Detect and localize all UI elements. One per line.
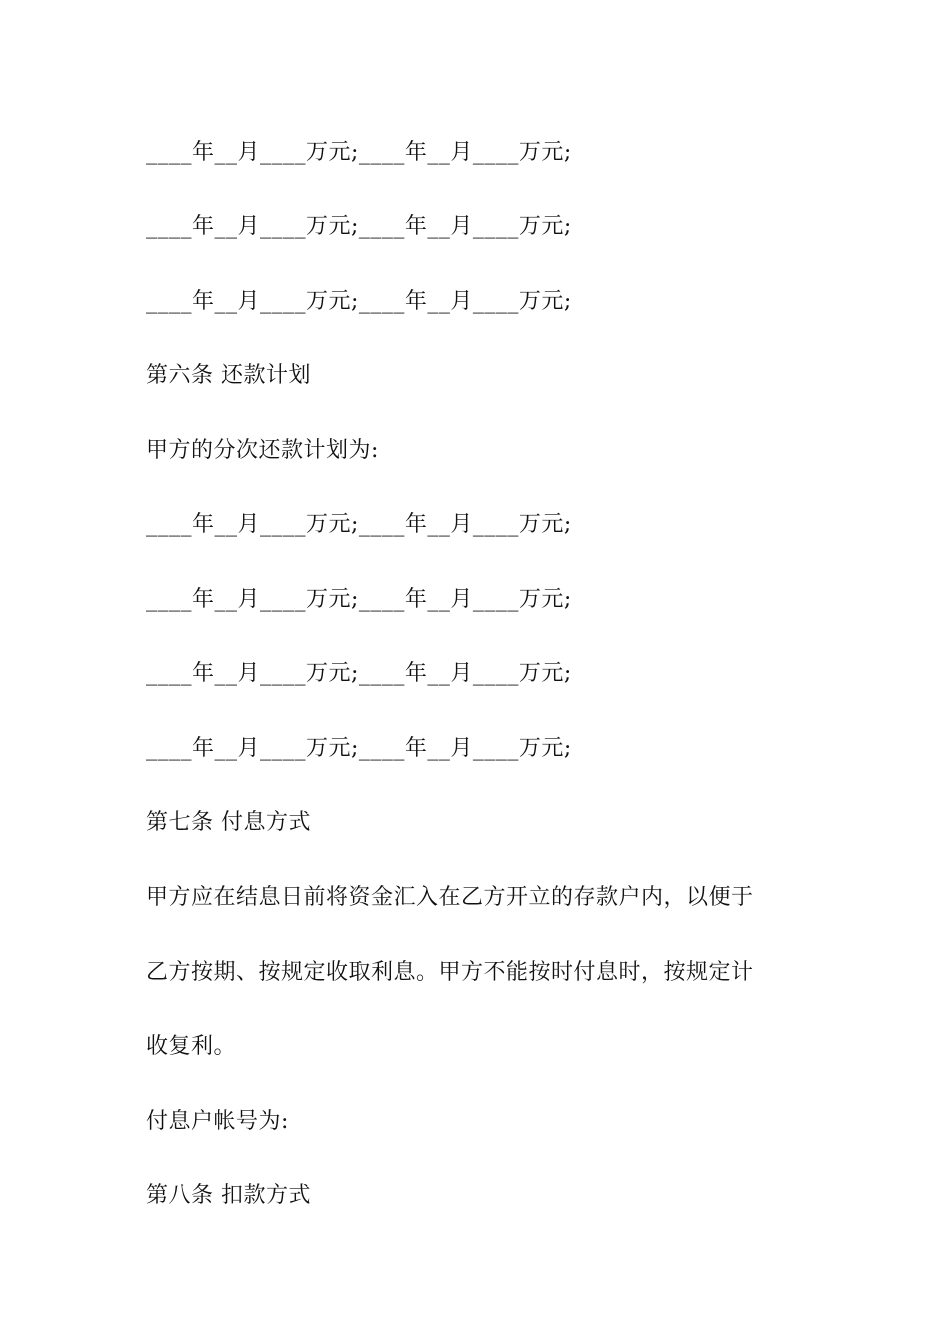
paragraph: 收复利。: [146, 1034, 237, 1059]
paragraph: 付息户帐号为:: [146, 1109, 289, 1134]
schedule-line: ____年__月____万元;____年__月____万元;: [146, 289, 572, 314]
schedule-line: ____年__月____万元;____年__月____万元;: [146, 512, 572, 537]
schedule-line: ____年__月____万元;____年__月____万元;: [146, 661, 572, 686]
schedule-line: ____年__月____万元;____年__月____万元;: [146, 140, 572, 165]
schedule-line: ____年__月____万元;____年__月____万元;: [146, 587, 572, 612]
article-heading: 第八条 扣款方式: [146, 1183, 311, 1208]
paragraph: 甲方应在结息日前将资金汇入在乙方开立的存款户内，以便于: [146, 885, 754, 910]
paragraph: 乙方按期、按规定收取利息。甲方不能按时付息时，按规定计: [146, 960, 754, 985]
paragraph: 甲方的分次还款计划为:: [146, 438, 379, 463]
article-heading: 第七条 付息方式: [146, 810, 311, 835]
schedule-line: ____年__月____万元;____年__月____万元;: [146, 736, 572, 761]
article-heading: 第六条 还款计划: [146, 363, 311, 388]
schedule-line: ____年__月____万元;____年__月____万元;: [146, 214, 572, 239]
